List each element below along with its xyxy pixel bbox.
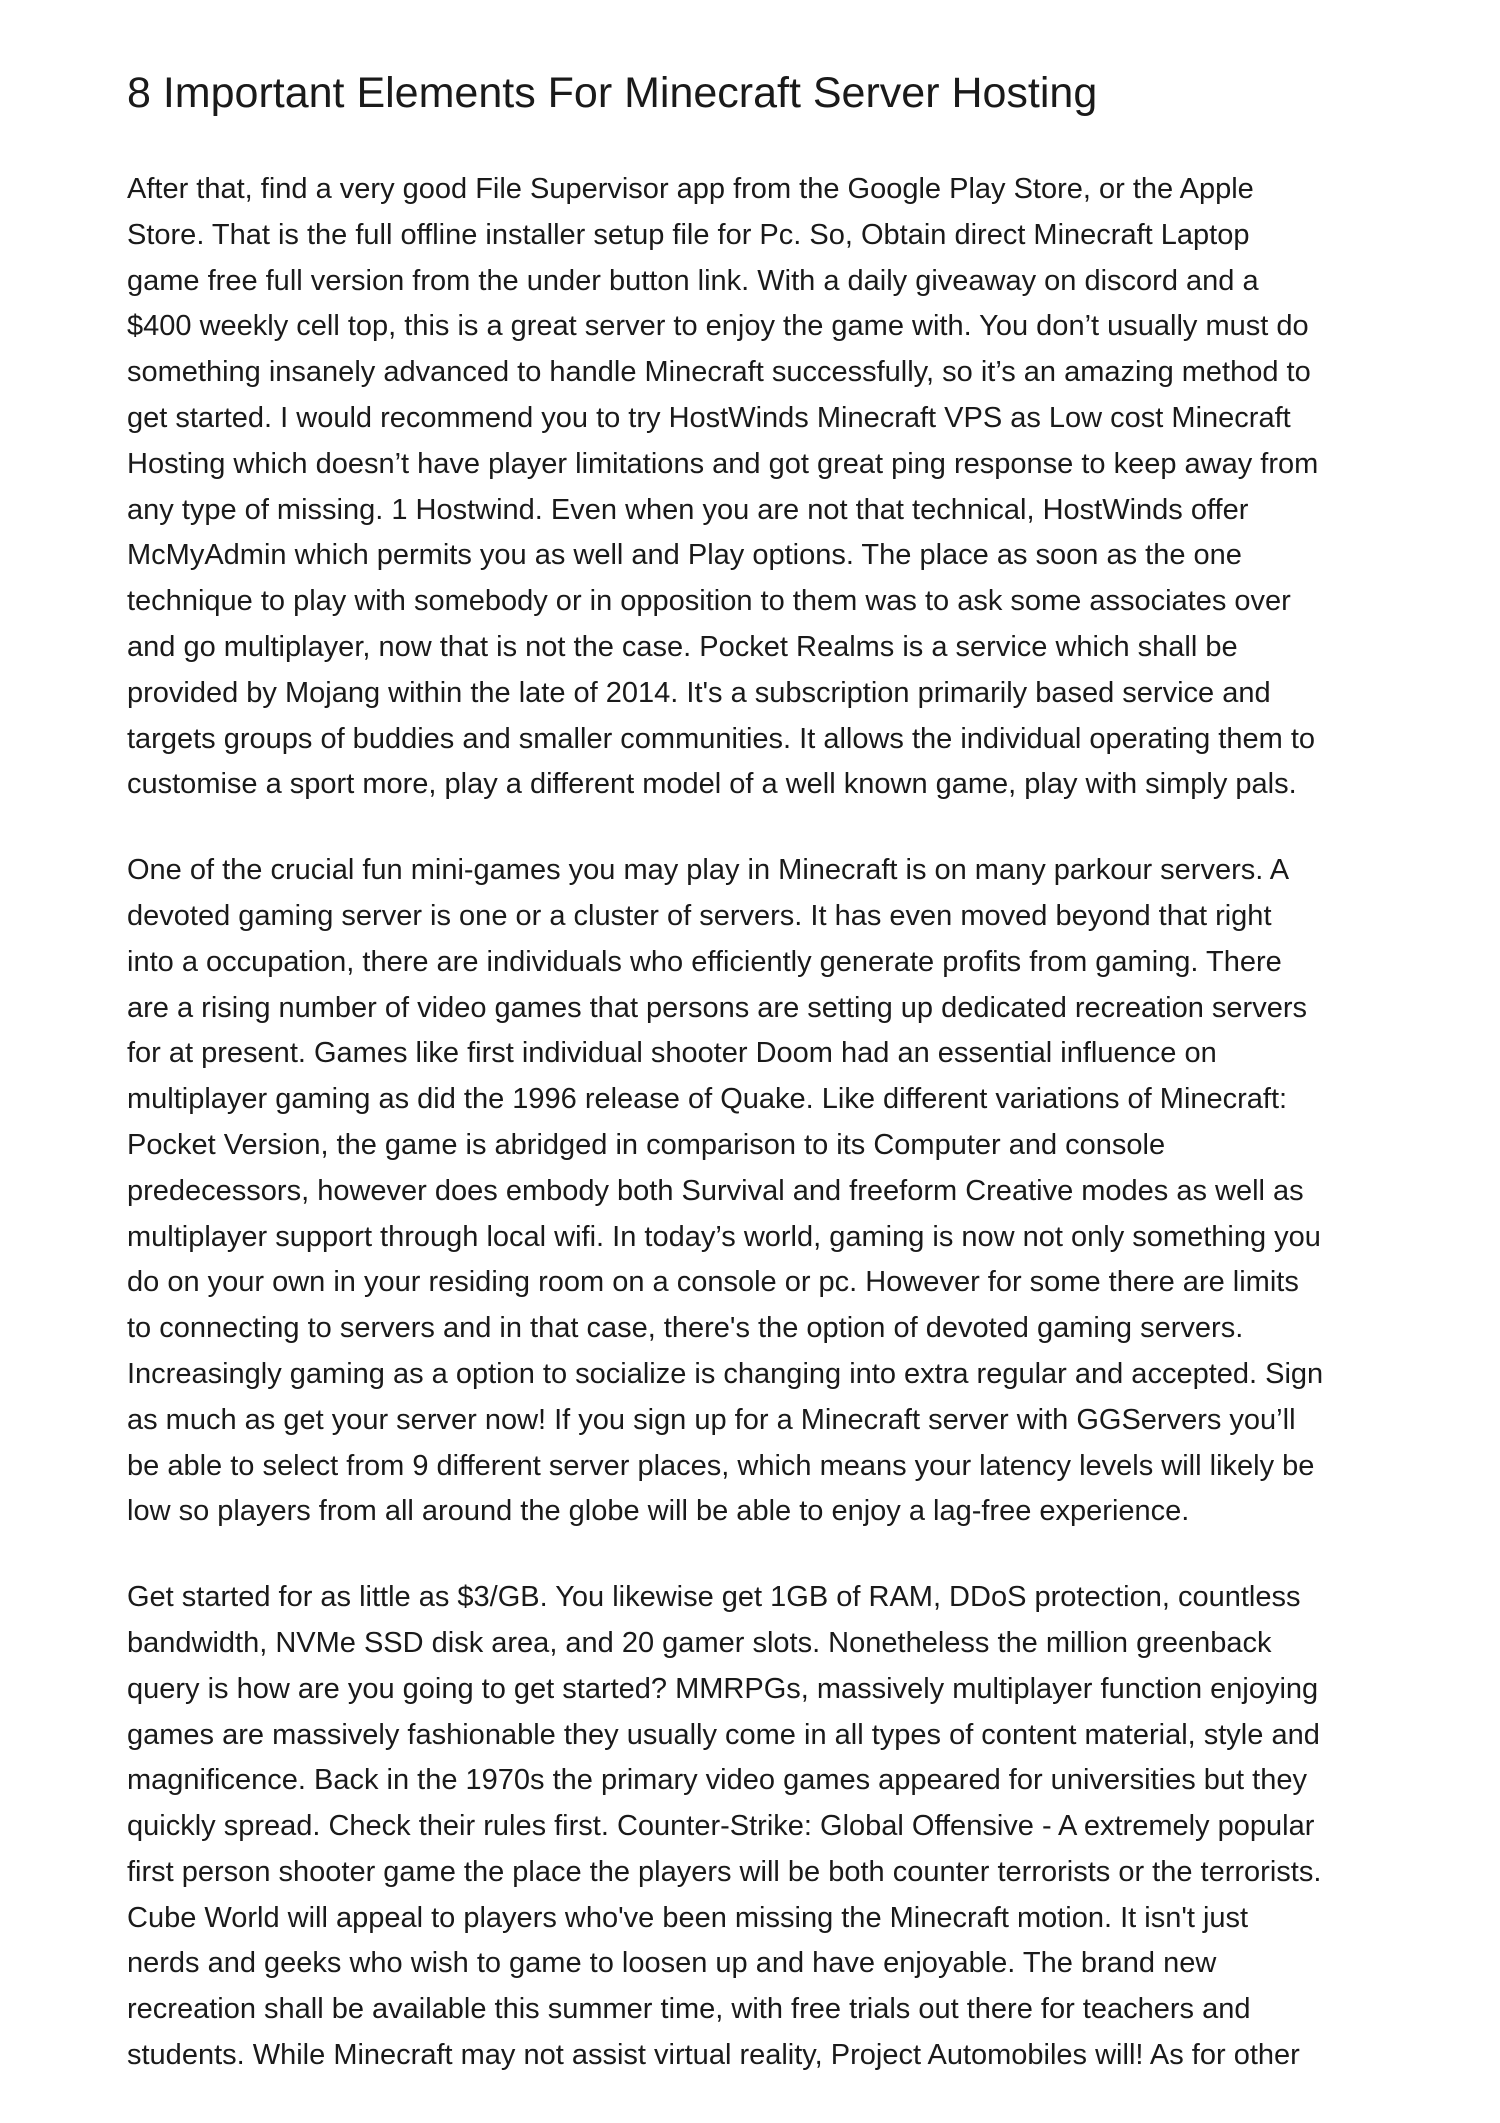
text-line: to connecting to servers and in that case, there's the option of devoted gaming servers.: [127, 1312, 1244, 1345]
text-line: recreation shall be available this summer time, with free trials out there for teachers and: [127, 1993, 1251, 2026]
text-line: Store. That is the full offline installer setup file for Pc. So, Obtain direct Minecraft Laptop: [127, 218, 1250, 251]
text-line: do on your own in your residing room on a console or pc. However for some there are limits: [127, 1266, 1299, 1299]
text-line: and go multiplayer, now that is not the case. Pocket Realms is a service which shall be: [127, 630, 1238, 663]
text-line: first person shooter game the place the players will be both counter terrorists or the terrorists.: [127, 1855, 1322, 1888]
text-line: multiplayer support through local wifi. In today’s world, gaming is now not only something you: [127, 1220, 1321, 1253]
text-line: game free full version from the under button link. With a daily giveaway on discord and a: [127, 264, 1259, 297]
text-line: any type of missing. 1 Hostwind. Even when you are not that technical, HostWinds offer: [127, 493, 1249, 526]
text-line: games are massively fashionable they usually come in all types of content material, style and: [127, 1718, 1320, 1751]
page-title: 8 Important Elements For Minecraft Server Hosting: [127, 69, 1098, 117]
text-line: be able to select from 9 different server places, which means your latency levels will likely be: [127, 1449, 1315, 1482]
text-line: After that, find a very good File Supervisor app from the Google Play Store, or the Apple: [127, 173, 1254, 205]
text-line: technique to play with somebody or in opposition to them was to ask some associates over: [127, 585, 1291, 618]
text-line: customise a sport more, play a different model of a well known game, play with simply pals.: [127, 768, 1297, 801]
document-page: [127, 68, 1417, 2119]
text-line: students. While Minecraft may not assist virtual reality, Project Automobiles will! As for other: [127, 2039, 1300, 2072]
text-line: low so players from all around the globe will be able to enjoy a lag-free experience.: [127, 1495, 1190, 1528]
text-line: provided by Mojang within the late of 2014. It's a subscription primarily based service and: [127, 676, 1271, 709]
paragraph-3: [127, 1575, 1417, 2079]
text-line: $400 weekly cell top, this is a great server to enjoy the game with. You don’t usually must do: [127, 310, 1309, 343]
text-line: predecessors, however does embody both Survival and freeform Creative modes as well as: [127, 1174, 1304, 1207]
text-line: quickly spread. Check their rules first. Counter-Strike: Global Offensive - A extremely popular: [127, 1810, 1315, 1843]
text-line: McMyAdmin which permits you as well and Play options. The place as soon as the one: [127, 539, 1242, 572]
text-line: targets groups of buddies and smaller communities. It allows the individual operating them to: [127, 722, 1316, 755]
text-line: Pocket Version, the game is abridged in comparison to its Computer and console: [127, 1128, 1166, 1161]
text-line: into a occupation, there are individuals who efficiently generate profits from gaming. There: [127, 945, 1282, 978]
text-line: bandwidth, NVMe SSD disk area, and 20 gamer slots. Nonetheless the million greenback: [127, 1626, 1272, 1659]
text-line: are a rising number of video games that persons are setting up dedicated recreation servers: [127, 991, 1307, 1024]
text-line: Increasingly gaming as a option to socialize is changing into extra regular and accepted. Sign: [127, 1357, 1324, 1390]
text-line: devoted gaming server is one or a cluster of servers. It has even moved beyond that right: [127, 899, 1272, 932]
paragraph-2: [127, 848, 1417, 1535]
text-line: Get started for as little as $3/GB. You likewise get 1GB of RAM, DDoS protection, countless: [127, 1581, 1301, 1614]
paragraph-1: [127, 167, 1417, 808]
text-line: nerds and geeks who wish to game to loosen up and have enjoyable. The brand new: [127, 1947, 1217, 1980]
text-line: multiplayer gaming as did the 1996 release of Quake. Like different variations of Minecraft:: [127, 1083, 1288, 1116]
text-line: Hosting which doesn’t have player limitations and got great ping response to keep away from: [127, 447, 1319, 480]
text-line: query is how are you going to get started? MMRPGs, massively multiplayer function enjoying: [127, 1672, 1319, 1705]
text-line: as much as get your server now! If you sign up for a Minecraft server with GGServers you’ll: [127, 1403, 1296, 1436]
text-line: One of the crucial fun mini-games you may play in Minecraft is on many parkour servers. A: [127, 854, 1290, 887]
text-line: something insanely advanced to handle Minecraft successfully, so it’s an amazing method to: [127, 356, 1311, 389]
text-line: for at present. Games like first individual shooter Doom had an essential influence on: [127, 1037, 1217, 1070]
text-line: Cube World will appeal to players who've been missing the Minecraft motion. It isn't just: [127, 1901, 1249, 1934]
text-line: get started. I would recommend you to try HostWinds Minecraft VPS as Low cost Minecraft: [127, 401, 1291, 434]
text-line: magnificence. Back in the 1970s the primary video games appeared for universities but they: [127, 1764, 1307, 1797]
